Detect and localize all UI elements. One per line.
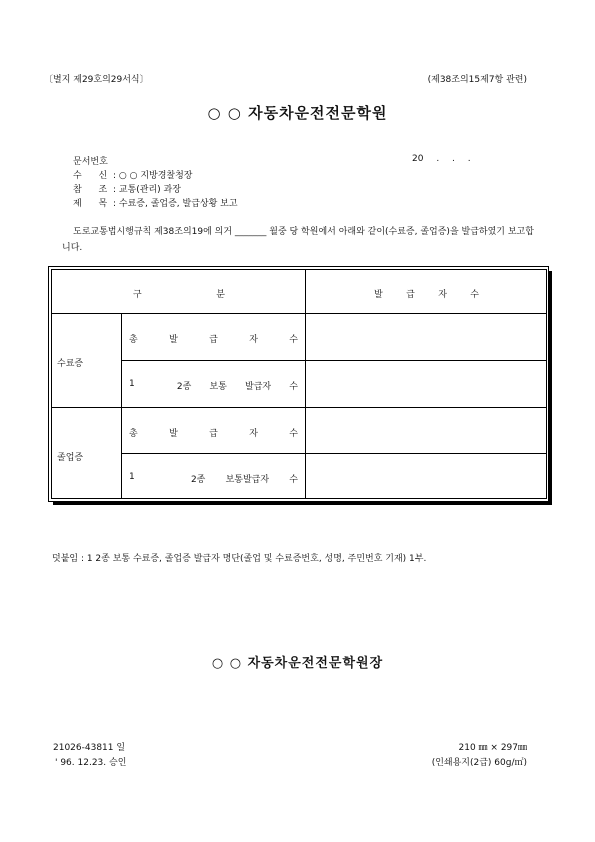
reference-label: 참 조 [73, 185, 108, 195]
recipient-value: : ○ ○ 지방경찰청장 [113, 171, 193, 181]
table-row: 1 2종 보통발급자 수 [129, 472, 298, 485]
reference-value: : 교통(관리) 과장 [113, 185, 181, 195]
recipient-label: 수 신 [73, 171, 108, 181]
attachment-note: 덧붙임 : 1 2종 보통 수료증, 졸업증 발급자 명단(졸업 및 수료증번호, 성명, 주민번호 기재) 1부. [52, 554, 427, 564]
form-id: 〔별지 제29호의29서식〕 [44, 75, 149, 85]
doc-date: 20 . . . [412, 154, 471, 164]
subject-value: : 수료증, 졸업증, 발급상황 보고 [113, 199, 238, 209]
form-reference: (제38조의15제7항 관련) [427, 75, 527, 85]
footer-approval-date: ' 96. 12.23. 승인 [55, 758, 127, 768]
signature-line: ○ ○ 자동차운전전문학원장 [211, 656, 384, 671]
reference-row [73, 182, 181, 195]
footer-approval-number: 21026-43811 일 [53, 743, 126, 753]
header-issued-count: 발 급 자 수 [374, 290, 479, 300]
report-body-text: 도로교통법시행규칙 제38조의19에 의거 _______ 월중 당 학원에서 아래와 같이(수료증, 졸업증)을 발급하였기 보고합니다. [62, 227, 534, 253]
group-label-graduation: 졸업증 [57, 453, 84, 463]
doc-number-label: 문서번호 [73, 157, 108, 167]
footer-paper-spec: (인쇄용지(2급) 60g/㎡) [431, 758, 527, 768]
table-row: 총 발 급 자 수 [129, 335, 298, 345]
table-row: 1 2종 보통 발급자 수 [129, 379, 298, 392]
subject-label: 제 목 [73, 199, 108, 209]
group-label-completion: 수료증 [57, 359, 84, 369]
document-title: ○ ○ 자동차운전전문학원 [207, 104, 388, 122]
issuance-table [48, 266, 549, 502]
footer-paper-size: 210 ㎜ × 297㎜ [458, 743, 527, 753]
table-row: 총 발 급 자 수 [129, 429, 298, 439]
header-category: 구 분 [133, 290, 225, 300]
recipient-row [73, 168, 193, 181]
subject-row [73, 196, 238, 209]
